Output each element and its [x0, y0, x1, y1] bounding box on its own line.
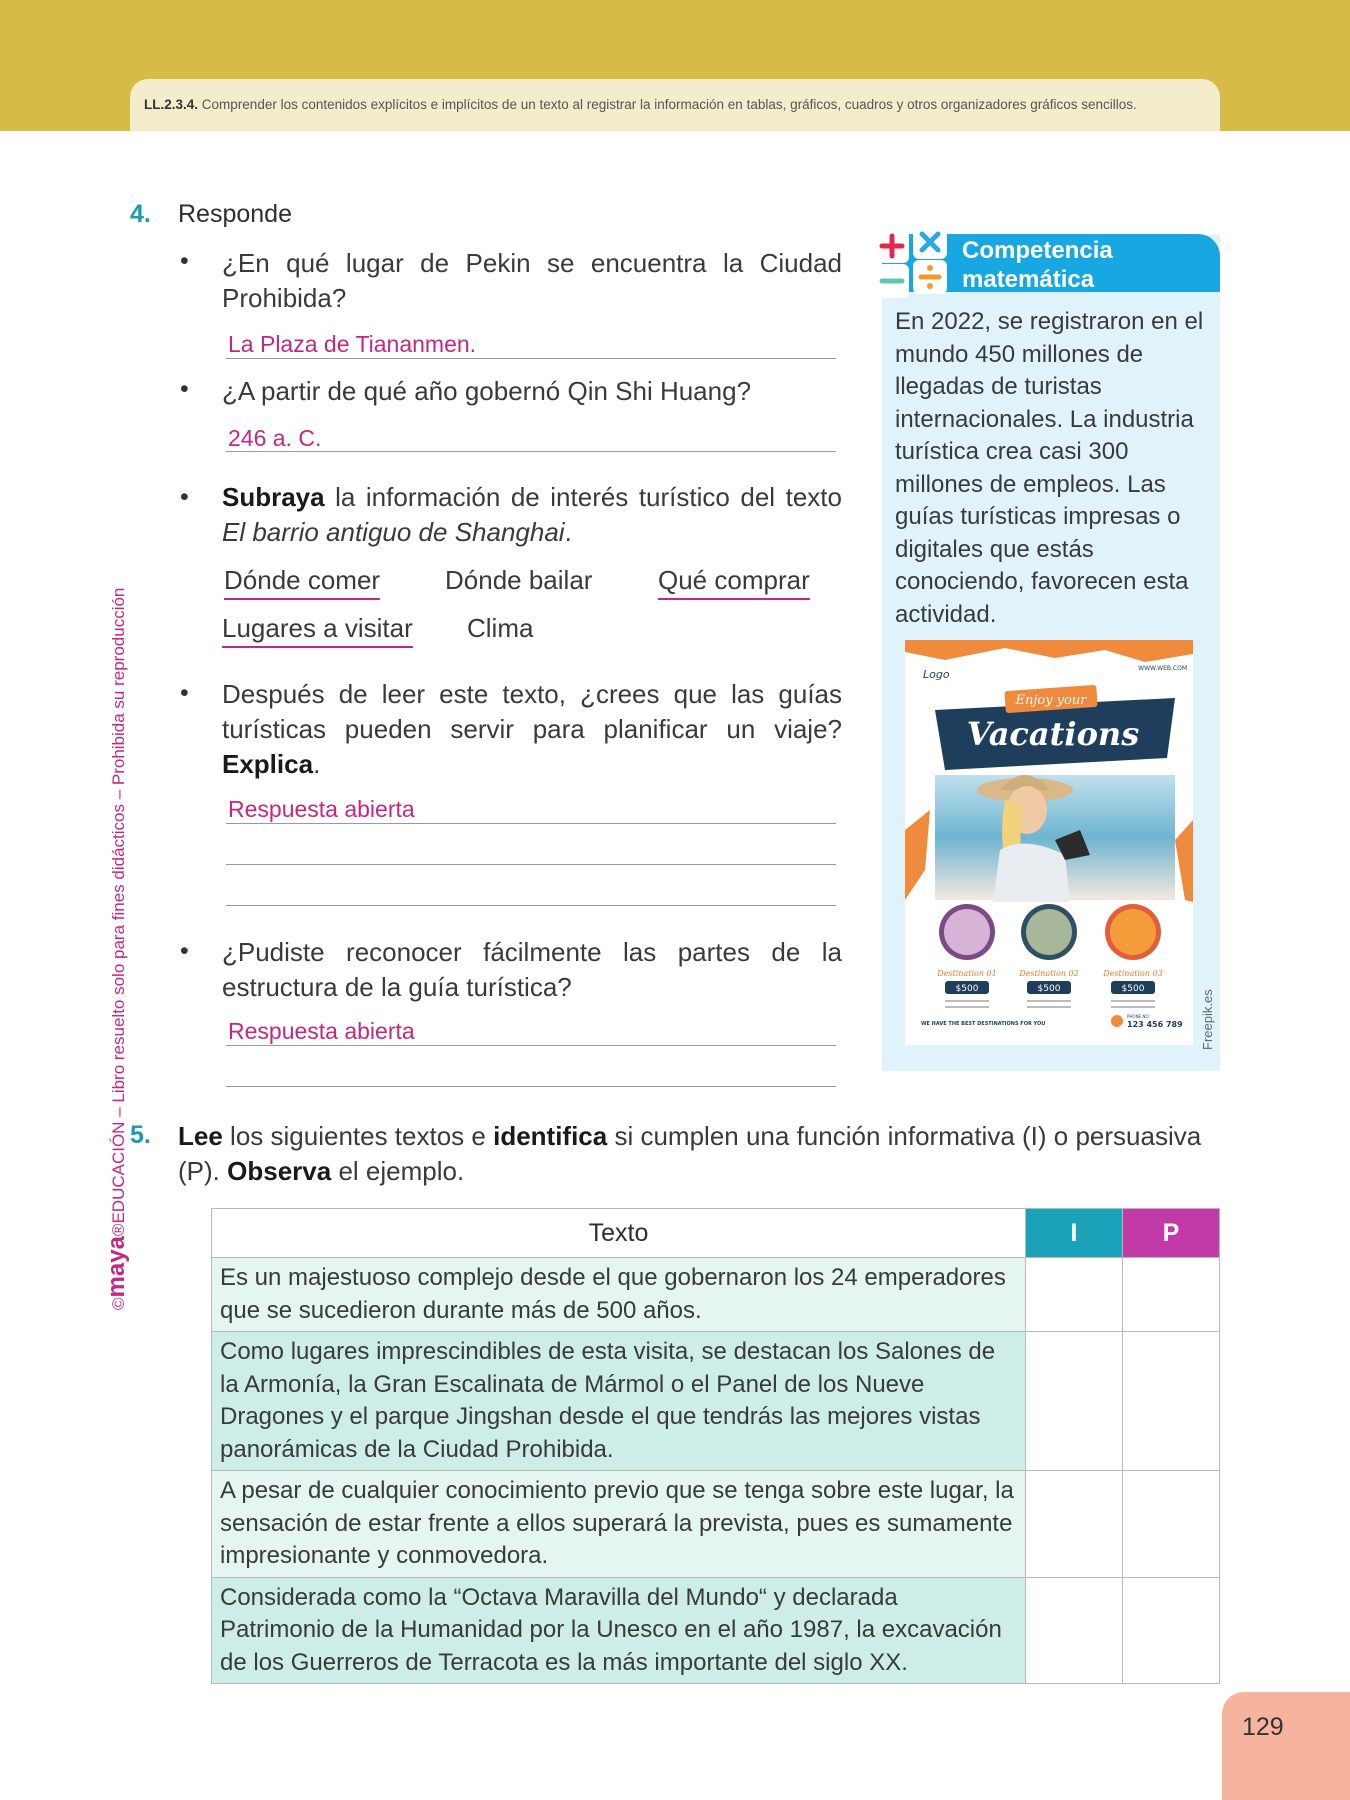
price-02: $500	[1037, 984, 1061, 994]
destination-02: Destination 02	[1019, 969, 1079, 978]
q4e-question: ¿Pudiste reconocer fácilmente las partes de la estructura de la guía turística?	[222, 937, 842, 1002]
q5-instruction	[178, 1119, 1223, 1189]
q4b-question: ¿A partir de qué año gobernó Qin Shi Huang?	[222, 376, 752, 406]
q4d-verb: Explica	[222, 749, 314, 779]
q4c-period: .	[564, 517, 572, 547]
option-que-comprar[interactable]: Qué comprar	[658, 565, 810, 600]
q4b-answer[interactable]: 246 a. C.	[228, 425, 322, 451]
option-donde-bailar[interactable]: Dónde bailar	[445, 565, 593, 595]
price-01: $500	[955, 984, 979, 994]
q4c-verb: Subraya	[222, 482, 325, 512]
q4c-question	[222, 480, 842, 550]
poster-enjoy-text: Enjoy your	[1015, 693, 1087, 708]
cell-p[interactable]	[1123, 1258, 1220, 1332]
math-competence-title: Competencia matemática	[962, 237, 1113, 293]
answer-line	[226, 358, 836, 359]
answer-line	[226, 451, 836, 452]
header-texto: Texto	[212, 1209, 1026, 1258]
q4a-question: ¿En qué lugar de Pekin se encuentra la Ciudad Prohibida?	[222, 248, 842, 313]
poster-url: WWW.WEB.COM	[1138, 665, 1187, 672]
bullet: •	[180, 483, 189, 511]
table-row	[212, 1577, 1220, 1684]
answer-line	[226, 905, 836, 906]
cell-i[interactable]	[1026, 1332, 1123, 1471]
poster-footer: WE HAVE THE BEST DESTINATIONS FOR YOU	[921, 1021, 1046, 1027]
price-03: $500	[1121, 984, 1145, 994]
table-row	[212, 1258, 1220, 1332]
q5-verb-observa: Observa	[227, 1156, 332, 1186]
bullet: •	[180, 247, 189, 275]
q4d-answer[interactable]: Respuesta abierta	[228, 796, 415, 822]
table-row	[212, 1332, 1220, 1471]
bullet: •	[180, 679, 189, 707]
bullet: •	[180, 375, 189, 403]
poster-phone-label: PHONE NO:	[1127, 1014, 1150, 1019]
cell-p[interactable]	[1123, 1332, 1220, 1471]
cell-i[interactable]	[1026, 1258, 1123, 1332]
answer-line	[226, 1045, 836, 1046]
skill-text: Comprender los contenidos explícitos e implícitos de un texto al registrar la información en tablas, gráficos, cuadros y otros organizadores gráficos sencillos.	[201, 97, 1137, 112]
skill-banner	[130, 79, 1220, 131]
cell-i[interactable]	[1026, 1471, 1123, 1578]
cell-p[interactable]	[1123, 1471, 1220, 1578]
q5-text-2: si cumplen una función informativa (I) o persuasiva (P).	[178, 1121, 1202, 1186]
q4a-answer[interactable]: La Plaza de Tiananmen.	[228, 331, 477, 357]
copyright-symbol: ©	[109, 1297, 128, 1310]
q5-verb-lee: Lee	[178, 1121, 223, 1151]
q5-number: 5.	[130, 1121, 151, 1149]
brand-name: maya	[103, 1236, 130, 1298]
copyright-note	[103, 588, 131, 1310]
option-clima[interactable]: Clima	[467, 613, 534, 643]
destination-01: Destination 01	[937, 969, 997, 978]
q4c-text-title: El barrio antiguo de Shanghai	[222, 517, 565, 547]
q4d-period: .	[313, 749, 321, 779]
header-informativa: I	[1026, 1209, 1123, 1258]
copyright-text: EDUCACIÓN – Libro resuelto solo para fines didácticos – Prohibida su reproducción	[109, 587, 128, 1224]
math-operations-icon	[872, 222, 952, 302]
math-competence-text: En 2022, se registraron en el mundo 450 millones de llegadas de turistas internacionales. La industria turística crea casi 300 millones de empleos. Las guías turísticas impresas o digitales que estás conociendo, favorecen esta actividad.	[895, 308, 1204, 628]
answer-line	[226, 864, 836, 865]
table-row	[212, 1471, 1220, 1578]
q5-text-1: los siguientes textos e	[230, 1121, 486, 1151]
table-header-row	[212, 1209, 1220, 1258]
q4e-answer[interactable]: Respuesta abierta	[228, 1018, 415, 1044]
option-donde-comer[interactable]: Dónde comer	[224, 565, 380, 600]
row-text: A pesar de cualquier conocimiento previo que se tenga sobre este lugar, la sensación de estar frente a ellos superará la prevista, pues es sumamente impresionante y conmovedora.	[212, 1471, 1026, 1578]
q5-text-3: el ejemplo.	[338, 1156, 465, 1186]
q4-number: 4.	[130, 200, 151, 228]
q4d-question	[222, 677, 842, 782]
row-text: Como lugares imprescindibles de esta visita, se destacan los Salones de la Armonía, la Gran Escalinata de Mármol o el Panel de los Nueve Dragones y el parque Jingshan desde el que tendrás las mejores vistas panorámicas de la Ciudad Prohibida.	[212, 1332, 1026, 1471]
image-credit: Freepik.es	[1200, 989, 1215, 1050]
row-text: Es un majestuoso complejo desde el que gobernaron los 24 emperadores que se sucedieron durante más de 500 años.	[212, 1258, 1026, 1332]
answer-line	[226, 823, 836, 824]
registered-symbol: ®	[109, 1223, 128, 1237]
page-number-tab	[1222, 1692, 1350, 1800]
poster-headline: Vacations	[966, 715, 1140, 753]
bullet: •	[180, 937, 189, 965]
header-persuasiva: P	[1123, 1209, 1220, 1258]
poster-logo: Logo	[923, 668, 950, 681]
option-lugares-a-visitar[interactable]: Lugares a visitar	[222, 613, 413, 648]
page-number: 129	[1242, 1713, 1284, 1741]
q4-title: Responde	[178, 200, 292, 228]
q5-verb-identifica: identifica	[493, 1121, 608, 1151]
answer-line	[226, 1086, 836, 1087]
cell-p[interactable]	[1123, 1577, 1220, 1684]
cell-i[interactable]	[1026, 1577, 1123, 1684]
row-text: Considerada como la “Octava Maravilla del Mundo“ y declarada Patrimonio de la Humanidad por la Unesco en el año 1987, la excavación de los Guerreros de Terracota es la más importante del siglo XX.	[212, 1577, 1026, 1684]
classification-table	[211, 1208, 1220, 1684]
q4c-question-text: la información de interés turístico del texto	[335, 482, 842, 512]
poster-phone: 123 456 789	[1127, 1020, 1183, 1029]
destination-03: Destination 03	[1103, 969, 1163, 978]
q4d-question-text: Después de leer este texto, ¿crees que las guías turísticas pueden servir para planificar un viaje?	[222, 679, 842, 744]
vacation-poster-image	[905, 640, 1193, 1045]
skill-code: LL.2.3.4.	[144, 97, 199, 112]
